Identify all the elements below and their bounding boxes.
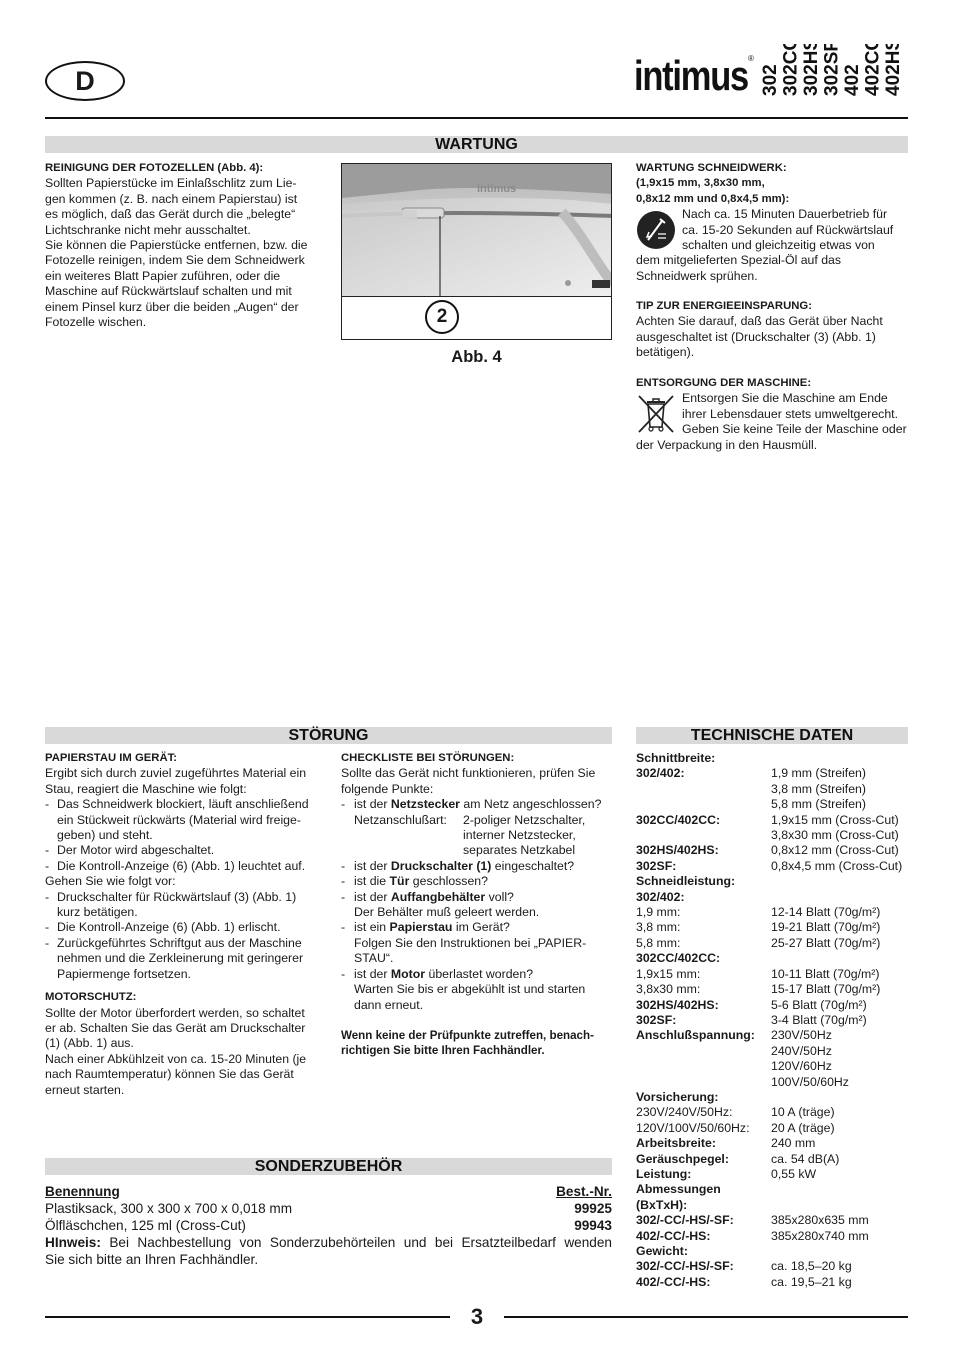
dash-item-text bbox=[57, 920, 280, 935]
model-label: 302HS bbox=[801, 44, 822, 96]
tech-value: 3,8x30 mm (Cross-Cut) bbox=[771, 828, 899, 843]
tech-key: 402/-CC/-HS: bbox=[636, 1228, 711, 1243]
checklist-pre: ist der bbox=[354, 797, 391, 812]
tech-value: 12-14 Blatt (70g/m²) bbox=[771, 905, 881, 920]
tech-row bbox=[636, 1259, 908, 1274]
brand-logo bbox=[634, 48, 756, 104]
dash-marker: - bbox=[45, 935, 50, 950]
checklist-pre: ist der bbox=[354, 966, 391, 981]
tech-value: 0,8x4,5 mm (Cross-Cut) bbox=[771, 858, 903, 873]
checklist-pre: ist die bbox=[354, 874, 390, 889]
dash-item bbox=[45, 859, 318, 874]
checklist-item-body bbox=[354, 874, 488, 889]
final-note-line: Wenn keine der Prüfpunkte zutreffen, benach- bbox=[341, 1028, 594, 1042]
checklist-pre: ist ein bbox=[354, 920, 390, 935]
energie-line: betätigen). bbox=[636, 345, 695, 360]
tech-value: 240 mm bbox=[771, 1136, 816, 1151]
papierstau-intro-line: Ergibt sich durch zuviel zugeführtes Material ein bbox=[45, 766, 307, 781]
tech-row bbox=[636, 782, 908, 797]
checklist-item bbox=[341, 967, 613, 1013]
tech-key bbox=[636, 1059, 771, 1074]
tech-row bbox=[636, 1244, 908, 1259]
tech-row bbox=[636, 1013, 908, 1028]
footer-rule-left bbox=[45, 1316, 450, 1318]
schneidwerk-line: dem mitgelieferten Spezial-Öl auf das bbox=[636, 253, 842, 268]
section-band-stoerung bbox=[45, 727, 612, 744]
tech-row bbox=[636, 1182, 908, 1213]
language-badge bbox=[45, 61, 125, 101]
checklist-item-body bbox=[354, 967, 585, 1013]
dash-marker: - bbox=[341, 858, 346, 873]
checklist-item-line bbox=[354, 967, 585, 982]
tech-key: 302/-CC/-HS/-SF: bbox=[636, 1259, 734, 1274]
fotozellen-line: Lichtschranke nicht mehr ausschaltet. bbox=[45, 222, 251, 237]
tech-value: 5-6 Blatt (70g/m²) bbox=[771, 997, 867, 1012]
brand-name: intimus bbox=[634, 52, 749, 99]
tech-row bbox=[636, 1028, 908, 1043]
section-title-zubehoer: SONDERZUBEHÖR bbox=[254, 1158, 403, 1175]
tech-key: 302/402: bbox=[636, 889, 685, 904]
tech-row bbox=[636, 813, 908, 828]
checklist-item-line bbox=[354, 797, 601, 812]
tech-row bbox=[636, 843, 908, 858]
dash-item-text bbox=[57, 936, 303, 982]
stau-note-line: Folgen Sie den Instruktionen bei „PAPIER- bbox=[354, 935, 587, 950]
netz-value: 2-poliger Netzschalter, bbox=[463, 812, 586, 827]
model-label: 402CC bbox=[862, 44, 884, 96]
zubehoer-nr: 99925 bbox=[574, 1201, 612, 1216]
schneidwerk-line: Nach ca. 15 Minuten Dauerbetrieb für bbox=[682, 207, 888, 222]
oil-icon bbox=[636, 210, 676, 250]
behaelter-note: Der Behälter muß geleert werden. bbox=[354, 905, 540, 920]
svg-text:intimus: intimus bbox=[477, 183, 517, 195]
checkliste-intro-line: Sollte das Gerät nicht funktionieren, prüfen Sie bbox=[341, 766, 596, 781]
final-note-line: richtigen Sie bitte Ihren Fachhändler. bbox=[341, 1044, 545, 1058]
motorschutz-line: erneut starten. bbox=[45, 1082, 125, 1097]
tech-row bbox=[636, 874, 908, 889]
section-band-wartung bbox=[45, 136, 908, 153]
fotozellen-section bbox=[45, 161, 318, 330]
schneidwerk-section bbox=[636, 161, 908, 284]
tech-value: ca. 54 dB(A) bbox=[771, 1151, 840, 1166]
tech-value: 100V/50/60Hz bbox=[771, 1074, 849, 1089]
checklist-keyword: Tür bbox=[389, 874, 410, 889]
section-title-wartung: WARTUNG bbox=[435, 136, 518, 153]
tech-key: 302CC/402CC: bbox=[636, 812, 721, 827]
dash-item-line: Papiermenge fortsetzen. bbox=[57, 966, 191, 981]
motorschutz-line: nach Raumtemperatur) können Sie das Gerät bbox=[45, 1067, 294, 1082]
motorschutz-line: (1) (Abb. 1) aus. bbox=[45, 1036, 134, 1051]
entsorgung-heading: ENTSORGUNG DER MASCHINE: bbox=[636, 377, 812, 389]
motor-note-line: dann erneut. bbox=[354, 997, 424, 1012]
schneidwerk-line: Schneidwerk sprühen. bbox=[636, 268, 758, 283]
section-title-technik: TECHNISCHE DATEN bbox=[690, 727, 854, 744]
dash-marker: - bbox=[45, 858, 50, 873]
fotozellen-line: ein weiteres Blatt Papier zuführen, oder die bbox=[45, 268, 281, 283]
dash-marker: - bbox=[45, 920, 50, 935]
hint-text: Bei Nachbestellung von Sonderzubehörteilen und bei Ersatzteilbedarf wenden bbox=[100, 1235, 612, 1250]
technik-table bbox=[636, 751, 908, 1290]
motorschutz-line: Sollte der Motor überfordert werden, so schaltet bbox=[45, 1005, 305, 1020]
tech-row bbox=[636, 920, 908, 935]
tech-key: 3,8 mm: bbox=[636, 920, 681, 935]
col-nr-header: Best.-Nr. bbox=[556, 1184, 612, 1199]
dash-item-text bbox=[57, 859, 305, 874]
tech-key: 302/-CC/-HS/-SF: bbox=[636, 1213, 734, 1228]
fotozellen-heading: REINIGUNG DER FOTOZELLEN (Abb. 4): bbox=[45, 162, 264, 174]
tech-row bbox=[636, 1121, 908, 1136]
tech-value: 240V/50Hz bbox=[771, 1043, 832, 1058]
fotozellen-line: Sie können die Papierstücke entfernen, bzw. die bbox=[45, 238, 308, 253]
checklist-keyword: Druckschalter (1) bbox=[390, 858, 492, 873]
tech-key: Anschlußspannung: bbox=[636, 1028, 755, 1043]
tech-key: 302/402: bbox=[636, 766, 685, 781]
tech-key: Gewicht: bbox=[636, 1244, 688, 1258]
tech-key: 302HS/402HS: bbox=[636, 997, 719, 1012]
figure-lower-area bbox=[342, 296, 612, 340]
fotozellen-body bbox=[45, 176, 318, 330]
dash-marker: - bbox=[341, 920, 346, 935]
checkliste-body bbox=[341, 766, 613, 1058]
tech-value: 15-17 Blatt (70g/m²) bbox=[771, 982, 881, 997]
tech-key: 302HS/402HS: bbox=[636, 843, 719, 858]
tech-row bbox=[636, 828, 908, 843]
checklist-post: geschlossen? bbox=[409, 874, 488, 889]
checklist-item-body bbox=[354, 797, 601, 859]
tech-value: 3,8 mm (Streifen) bbox=[771, 781, 866, 796]
entsorgung-line: Geben Sie keine Teile der Maschine oder bbox=[682, 422, 907, 437]
dash-marker: - bbox=[45, 797, 50, 812]
energie-line: Achten Sie darauf, daß das Gerät über Nacht bbox=[636, 314, 883, 329]
motorschutz-line: Nach einer Abkühlzeit von ca. 15-20 Minuten (je bbox=[45, 1051, 307, 1066]
tech-value: 10-11 Blatt (70g/m²) bbox=[771, 966, 880, 981]
tech-key: Abmessungen (BxTxH): bbox=[636, 1182, 721, 1212]
tech-key bbox=[636, 797, 771, 812]
tech-value: 385x280x635 mm bbox=[771, 1213, 869, 1228]
dash-item-line: geben) und steht. bbox=[57, 828, 153, 843]
checkliste-heading: CHECKLISTE BEI STÖRUNGEN: bbox=[341, 752, 515, 764]
motorschutz-line: er ab. Schalten Sie das Gerät am Druckschalter bbox=[45, 1020, 306, 1035]
tech-key bbox=[636, 1044, 771, 1059]
tech-value: 3-4 Blatt (70g/m²) bbox=[771, 1012, 867, 1027]
model-list bbox=[760, 44, 908, 96]
schneidwerk-heading-line: WARTUNG SCHNEIDWERK: bbox=[636, 162, 787, 174]
tech-key: 5,8 mm: bbox=[636, 935, 681, 950]
tech-key: 302SF: bbox=[636, 858, 677, 873]
dash-item bbox=[45, 936, 318, 982]
model-label: 302CC bbox=[780, 44, 802, 96]
dash-item-line: Die Kontroll-Anzeige (6) (Abb. 1) erlischt. bbox=[57, 920, 281, 935]
papierstau-section bbox=[45, 751, 318, 1098]
tech-key: Geräuschpegel: bbox=[636, 1151, 729, 1166]
checklist-keyword: Auffangbehälter bbox=[390, 889, 486, 904]
model-label: 402HS bbox=[883, 44, 904, 96]
tech-row bbox=[636, 982, 908, 997]
zubehoer-row bbox=[45, 1217, 612, 1234]
tech-value: 1,9x15 mm (Cross-Cut) bbox=[771, 812, 899, 827]
tech-key: 120V/100V/50/60Hz: bbox=[636, 1120, 750, 1135]
energie-body bbox=[636, 314, 908, 360]
checklist-post: im Gerät? bbox=[452, 920, 510, 935]
schneidwerk-heading-line: (1,9x15 mm, 3,8x30 mm, bbox=[636, 177, 765, 190]
dash-item-line: ein Stückweit rückwärts (Material wird freige- bbox=[57, 812, 301, 827]
model-label: 302 bbox=[760, 64, 781, 96]
registered-mark: ® bbox=[748, 54, 754, 63]
dash-item bbox=[45, 797, 318, 843]
checklist-keyword: Netzstecker bbox=[390, 797, 460, 812]
checklist-keyword: Motor bbox=[390, 966, 426, 981]
dash-item-text bbox=[57, 890, 296, 921]
section-band-zubehoer bbox=[45, 1158, 612, 1175]
tech-row bbox=[636, 1059, 908, 1074]
tech-key bbox=[636, 828, 771, 843]
tech-value: 19-21 Blatt (70g/m²) bbox=[771, 920, 881, 935]
dash-item-line: Die Kontroll-Anzeige (6) (Abb. 1) leuchtet auf. bbox=[57, 858, 306, 873]
zubehoer-hint bbox=[45, 1234, 612, 1251]
col-name-header: Benennung bbox=[45, 1184, 120, 1199]
fotozellen-line: Fotozelle reinigen, indem Sie dem Schneidwerk bbox=[45, 253, 305, 268]
page-number: 3 bbox=[470, 1304, 484, 1329]
zubehoer-nr: 99943 bbox=[574, 1218, 612, 1233]
zubehoer-name: Plastiksack, 300 x 300 x 700 x 0,018 mm bbox=[45, 1201, 293, 1216]
zubehoer-name: Ölfläschchen, 125 ml (Cross-Cut) bbox=[45, 1218, 246, 1233]
dash-item-line: nehmen und die Zerkleinerung mit geringerer bbox=[57, 951, 304, 966]
dash-marker: - bbox=[341, 966, 346, 981]
netz-detail bbox=[354, 813, 601, 859]
dash-item bbox=[45, 920, 318, 935]
tech-row bbox=[636, 1167, 908, 1182]
model-label: 302SF bbox=[821, 44, 843, 96]
checklist-pre: ist der bbox=[354, 889, 391, 904]
dash-marker: - bbox=[341, 797, 346, 812]
tech-value: ca. 18,5–20 kg bbox=[771, 1259, 852, 1274]
tech-row bbox=[636, 890, 908, 905]
dash-item-line: Das Schneidwerk blockiert, läuft anschließend bbox=[57, 797, 309, 812]
tech-key bbox=[636, 1075, 771, 1090]
tech-row bbox=[636, 998, 908, 1013]
papierstau-body bbox=[45, 766, 318, 982]
dash-item bbox=[45, 890, 318, 921]
checklist-item-line bbox=[354, 920, 586, 935]
shredder-photo bbox=[342, 164, 612, 296]
tech-key: 1,9 mm: bbox=[636, 905, 681, 920]
header-rule bbox=[45, 117, 908, 119]
tech-row bbox=[636, 1075, 908, 1090]
checklist-item bbox=[341, 920, 613, 966]
checkliste-intro-line: folgende Punkte: bbox=[341, 781, 434, 796]
tech-value: 0,8x12 mm (Cross-Cut) bbox=[771, 843, 899, 858]
tech-row bbox=[636, 905, 908, 920]
tech-key: Arbeitsbreite: bbox=[636, 1136, 716, 1151]
tech-key: Schneidleistung: bbox=[636, 874, 736, 889]
fotozellen-line: Sollten Papierstücke im Einlaßschlitz zum Lie- bbox=[45, 176, 297, 191]
callout-number: 2 bbox=[436, 306, 448, 327]
checklist-item bbox=[341, 890, 613, 921]
dash-item-line: kurz betätigen. bbox=[57, 905, 138, 920]
dash-item-line: Zurückgeführtes Schriftgut aus der Maschine bbox=[57, 935, 302, 950]
dash-item-text bbox=[57, 843, 214, 858]
tech-row bbox=[636, 1090, 908, 1105]
checklist-item-body bbox=[354, 920, 586, 966]
netz-value: separates Netzkabel bbox=[463, 843, 576, 858]
tech-row bbox=[636, 951, 908, 966]
dash-marker: - bbox=[341, 889, 346, 904]
tech-key: 230V/240V/50Hz: bbox=[636, 1105, 733, 1120]
tech-row bbox=[636, 766, 908, 781]
dash-item-text bbox=[57, 797, 309, 843]
tech-row bbox=[636, 967, 908, 982]
entsorgung-body bbox=[636, 391, 908, 453]
checklist-item bbox=[341, 859, 613, 874]
checklist-post: eingeschaltet? bbox=[491, 858, 575, 873]
entsorgung-section bbox=[636, 376, 908, 453]
zubehoer-rows bbox=[45, 1200, 612, 1234]
tech-row bbox=[636, 751, 908, 766]
tech-row bbox=[636, 859, 908, 874]
fotozellen-line: gen kommen (z. B. nach einem Papierstau) ist bbox=[45, 191, 298, 206]
papierstau-heading: PAPIERSTAU IM GERÄT: bbox=[45, 752, 178, 764]
tech-value: 1,9 mm (Streifen) bbox=[771, 766, 866, 781]
energie-line: ausgeschaltet ist (Druckschalter (3) (Abb. 1) bbox=[636, 329, 876, 344]
tech-key: 302SF: bbox=[636, 1012, 677, 1027]
crossed-bin-icon bbox=[636, 393, 676, 435]
checkliste-final-note bbox=[341, 1028, 613, 1059]
fotozellen-line: es möglich, daß das Gerät durch die „belegte“ bbox=[45, 207, 296, 222]
tech-row bbox=[636, 1044, 908, 1059]
language-code: D bbox=[75, 66, 95, 96]
tech-value: 5,8 mm (Streifen) bbox=[771, 797, 866, 812]
figure-abb-4 bbox=[341, 163, 612, 340]
section-title-stoerung: STÖRUNG bbox=[288, 727, 369, 744]
tech-value: 10 A (träge) bbox=[771, 1105, 835, 1120]
motorschutz-heading: MOTORSCHUTZ: bbox=[45, 991, 137, 1004]
tech-key: Schnittbreite: bbox=[636, 751, 716, 765]
tech-key: 302CC/402CC: bbox=[636, 951, 721, 966]
dash-item-line: Der Motor wird abgeschaltet. bbox=[57, 843, 215, 858]
checklist-item-body bbox=[354, 890, 539, 921]
tech-value: 0,55 kW bbox=[771, 1166, 817, 1181]
energie-section bbox=[636, 299, 908, 361]
checklist-item bbox=[341, 797, 613, 859]
stau-note-line: STAU“. bbox=[354, 951, 394, 966]
tech-row bbox=[636, 1105, 908, 1120]
tech-key: Leistung: bbox=[636, 1166, 692, 1181]
tech-value: 385x280x740 mm bbox=[771, 1228, 869, 1243]
entsorgung-line: der Verpackung in den Hausmüll. bbox=[636, 437, 818, 452]
tech-row bbox=[636, 1136, 908, 1151]
motorschutz-body bbox=[45, 1006, 318, 1098]
fotozellen-line: einem Pinsel kurz über die beiden „Augen“ der bbox=[45, 299, 299, 314]
energie-heading: TIP ZUR ENERGIEEINSPARUNG: bbox=[636, 300, 812, 312]
model-label: 402 bbox=[842, 64, 863, 96]
papierstau-intro-line: Stau, reagiert die Maschine wie folgt: bbox=[45, 781, 247, 796]
zubehoer-header-row bbox=[45, 1183, 612, 1200]
dash-marker: - bbox=[341, 874, 346, 889]
tech-value: 20 A (träge) bbox=[771, 1120, 835, 1135]
tech-row bbox=[636, 1152, 908, 1167]
fotozellen-line: Fotozelle wischen. bbox=[45, 315, 147, 330]
tech-key: 402/-CC/-HS: bbox=[636, 1274, 711, 1289]
checklist-post: voll? bbox=[485, 889, 514, 904]
schneidwerk-line: ca. 15-20 Sekunden auf Rückwärtslauf bbox=[682, 222, 894, 237]
tech-key: Vorsicherung: bbox=[636, 1089, 719, 1104]
tech-key bbox=[636, 782, 771, 797]
checklist-item-line bbox=[354, 874, 488, 889]
schneidwerk-heading bbox=[636, 161, 908, 207]
tech-key: 3,8x30 mm: bbox=[636, 982, 701, 997]
hint-label: HInweis: bbox=[45, 1235, 101, 1250]
checklist-item-line bbox=[354, 859, 574, 874]
checkliste-section bbox=[341, 751, 613, 1059]
tech-row bbox=[636, 1213, 908, 1228]
section-band-technik bbox=[636, 727, 908, 744]
tech-row bbox=[636, 936, 908, 951]
entsorgung-line: Entsorgen Sie die Maschine am Ende bbox=[682, 391, 888, 406]
tech-row bbox=[636, 1275, 908, 1290]
figure-caption: Abb. 4 bbox=[451, 348, 502, 366]
checklist-item-body bbox=[354, 859, 574, 874]
tech-value: 120V/60Hz bbox=[771, 1059, 832, 1074]
checklist-item bbox=[341, 874, 613, 889]
tech-value: 25-27 Blatt (70g/m²) bbox=[771, 935, 881, 950]
footer-rule-right bbox=[504, 1316, 908, 1318]
tech-value: ca. 19,5–21 kg bbox=[771, 1274, 852, 1289]
zubehoer-table bbox=[45, 1183, 612, 1268]
dash-item-line: Druckschalter für Rückwärtslauf (3) (Abb. 1) bbox=[57, 889, 297, 904]
tech-key: 1,9x15 mm: bbox=[636, 966, 701, 981]
checklist-keyword: Papierstau bbox=[389, 920, 453, 935]
tech-row bbox=[636, 797, 908, 812]
tech-row bbox=[636, 1229, 908, 1244]
netz-label: Netzanschlußart: bbox=[354, 812, 447, 827]
schneidwerk-body bbox=[636, 207, 908, 284]
tech-value: 230V/50Hz bbox=[771, 1028, 832, 1043]
entsorgung-line: ihrer Lebensdauer stets umweltgerecht. bbox=[682, 406, 898, 421]
hint-text-2: Sie sich bitte an Ihren Fachhändler. bbox=[45, 1252, 259, 1267]
schneidwerk-heading-line: 0,8x12 mm und 0,8x4,5 mm): bbox=[636, 192, 790, 205]
dash-marker: - bbox=[45, 889, 50, 904]
dash-marker: - bbox=[45, 843, 50, 858]
checklist-post: überlastet worden? bbox=[425, 966, 534, 981]
checklist-pre: ist der bbox=[354, 858, 391, 873]
zubehoer-row bbox=[45, 1200, 612, 1217]
dash-item bbox=[45, 843, 318, 858]
papierstau-mid: Gehen Sie wie folgt vor: bbox=[45, 874, 176, 889]
netz-value: interner Netzstecker, bbox=[463, 828, 576, 843]
checklist-item-line bbox=[354, 890, 539, 905]
netz-values bbox=[463, 813, 585, 859]
checklist-post: am Netz angeschlossen? bbox=[459, 797, 602, 812]
motor-note-line: Warten Sie bis er abgekühlt ist und starten bbox=[354, 982, 586, 997]
fotozellen-line: Maschine auf Rückwärtslauf schalten und mit bbox=[45, 284, 292, 299]
callout-badge bbox=[425, 300, 459, 334]
schneidwerk-line: schalten und gleichzeitig etwas von bbox=[682, 238, 875, 253]
